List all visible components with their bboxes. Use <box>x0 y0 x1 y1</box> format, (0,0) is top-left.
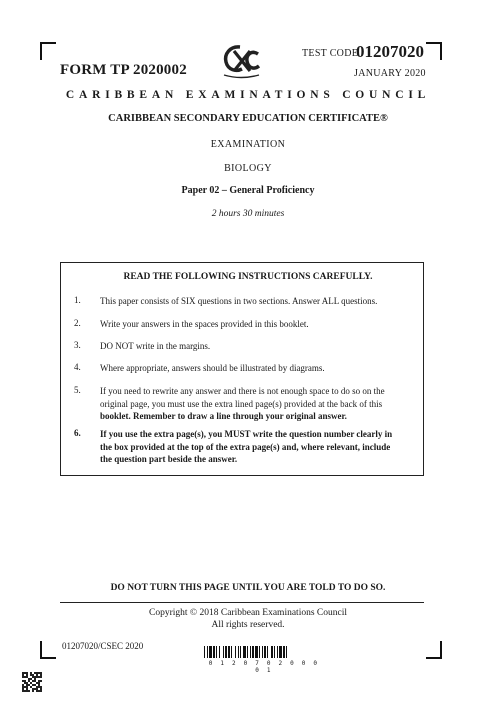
qr-cell <box>34 678 36 680</box>
barcode-bar <box>228 646 230 658</box>
qr-cell <box>24 676 26 678</box>
instruction-item <box>100 318 410 331</box>
qr-cell <box>34 672 36 674</box>
qr-cell <box>30 678 32 680</box>
exam-duration: 2 hours 30 minutes <box>211 209 285 219</box>
instruction-line: If you need to rewrite any answer and there is not enough space to do so on the <box>100 386 385 396</box>
qr-cell <box>26 684 28 686</box>
instruction-line: the box provided at the top of the extra page(s) and, where relevant, include <box>100 441 391 452</box>
qr-cell <box>38 682 40 684</box>
instruction-number: 3. <box>74 340 81 350</box>
barcode-bar <box>240 646 241 658</box>
qr-cell <box>38 672 40 674</box>
barcode-bar <box>223 646 224 658</box>
instruction-line: Where appropriate, answers should be illustrated by diagrams. <box>100 363 325 373</box>
qr-cell <box>34 676 36 678</box>
qr-cell <box>34 684 36 686</box>
qr-cell <box>22 686 24 688</box>
qr-cell <box>24 680 26 682</box>
barcode-bar <box>255 646 258 658</box>
qr-cell <box>24 682 26 684</box>
qr-cell <box>40 680 42 682</box>
instruction-line: Write your answers in the spaces provided in this booklet. <box>100 319 309 329</box>
qr-cell <box>24 672 26 674</box>
qr-cell <box>32 676 34 678</box>
cxc-logo-icon <box>218 42 264 80</box>
barcode-bar <box>235 646 236 658</box>
qr-cell <box>22 680 24 682</box>
corner-mark-top-right <box>426 42 442 60</box>
instruction-item <box>100 428 410 466</box>
rights-notice: All rights reserved. <box>211 620 285 630</box>
qr-code-icon <box>22 672 42 692</box>
barcode-bar <box>250 646 251 658</box>
barcode-bar <box>204 646 205 658</box>
instruction-number: 5. <box>74 385 81 395</box>
barcode-bar <box>277 646 278 658</box>
barcode-bar <box>252 646 254 658</box>
barcode-bar <box>247 646 248 658</box>
barcode-bar <box>207 646 208 658</box>
qr-cell <box>26 686 28 688</box>
instructions-title: READ THE FOLLOWING INSTRUCTIONS CAREFULLY. <box>123 272 373 282</box>
instruction-item <box>100 295 410 308</box>
qr-cell <box>22 676 24 678</box>
qr-cell <box>22 690 24 692</box>
qr-cell <box>36 682 38 684</box>
qr-cell <box>30 674 32 676</box>
barcode-bar <box>209 646 212 658</box>
form-code: FORM TP 2020002 <box>60 62 187 78</box>
barcode-bar <box>267 646 268 658</box>
barcode-bar <box>219 646 220 658</box>
instruction-line: original page, you must use the extra lined page(s) provided at the back of this <box>100 398 383 409</box>
qr-cell <box>30 682 32 684</box>
qr-cell <box>32 674 34 676</box>
qr-cell <box>40 676 42 678</box>
qr-cell <box>32 680 34 682</box>
qr-cell <box>40 674 42 676</box>
certificate-name: CARIBBEAN SECONDARY EDUCATION CERTIFICATE® <box>108 113 388 124</box>
qr-cell <box>28 684 30 686</box>
instruction-number: 4. <box>74 362 81 372</box>
barcode-bar <box>264 646 266 658</box>
subject-title: BIOLOGY <box>224 163 272 174</box>
instruction-item <box>100 385 410 423</box>
qr-cell <box>36 688 38 690</box>
qr-cell <box>40 690 42 692</box>
qr-cell <box>22 672 24 674</box>
qr-cell <box>22 684 24 686</box>
exam-month: JANUARY 2020 <box>354 68 426 79</box>
qr-cell <box>26 682 28 684</box>
qr-cell <box>28 690 30 692</box>
qr-cell <box>36 690 38 692</box>
barcode-bar <box>216 646 217 658</box>
corner-mark-bottom-left <box>40 641 56 659</box>
council-name: CARIBBEAN EXAMINATIONS COUNCIL <box>65 89 431 101</box>
barcode-bar <box>213 646 215 658</box>
qr-cell <box>34 688 36 690</box>
qr-cell <box>40 688 42 690</box>
qr-cell <box>36 674 38 676</box>
qr-cell <box>28 680 30 682</box>
examination-label: EXAMINATION <box>210 139 286 150</box>
qr-cell <box>26 672 28 674</box>
qr-cell <box>22 688 24 690</box>
instruction-item <box>100 362 410 375</box>
qr-cell <box>26 674 28 676</box>
qr-cell <box>40 686 42 688</box>
barcode-bar <box>225 646 227 658</box>
qr-cell <box>40 672 42 674</box>
instruction-number: 6. <box>74 428 81 438</box>
corner-mark-bottom-right <box>426 641 442 659</box>
qr-cell <box>26 688 28 690</box>
qr-cell <box>36 686 38 688</box>
barcode-bar <box>279 646 282 658</box>
instruction-number: 1. <box>74 295 81 305</box>
instruction-line: the question part beside the answer. <box>100 454 238 464</box>
barcode-bar <box>274 646 275 658</box>
instruction-line: If you use the extra page(s), you MUST write the question number clearly in <box>100 429 393 439</box>
test-code-label: TEST CODE <box>302 48 359 59</box>
barcode-bar <box>286 646 287 658</box>
qr-cell <box>32 688 34 690</box>
barcode-bar <box>231 646 232 658</box>
corner-mark-top-left <box>40 42 56 60</box>
barcode-bar <box>243 646 246 658</box>
qr-cell <box>26 690 28 692</box>
qr-cell <box>28 678 30 680</box>
paper-reference: 01207020/CSEC 2020 <box>62 641 144 651</box>
do-not-turn-notice: DO NOT TURN THIS PAGE UNTIL YOU ARE TOLD TO DO SO. <box>110 583 386 593</box>
barcode-bar <box>238 646 239 658</box>
qr-cell <box>38 686 40 688</box>
instruction-line: booklet. Remember to draw a line through your original answer. <box>100 411 347 421</box>
qr-cell <box>30 686 32 688</box>
copyright-notice: Copyright © 2018 Caribbean Examinations Council <box>149 608 347 618</box>
barcode-bar <box>283 646 285 658</box>
qr-cell <box>38 680 40 682</box>
barcode-bar <box>259 646 260 658</box>
qr-cell <box>34 680 36 682</box>
qr-cell <box>36 672 38 674</box>
barcode-bar <box>262 646 263 658</box>
qr-cell <box>26 676 28 678</box>
barcode-bar <box>271 646 273 658</box>
qr-cell <box>24 690 26 692</box>
test-code: 01207020 <box>356 42 424 61</box>
qr-cell <box>38 690 40 692</box>
qr-cell <box>30 672 32 674</box>
instruction-line: DO NOT write in the margins. <box>100 341 211 351</box>
instruction-line: This paper consists of SIX questions in two sections. Answer ALL questions. <box>100 296 378 306</box>
footer-divider <box>60 602 424 603</box>
qr-cell <box>38 676 40 678</box>
instruction-item <box>100 340 410 353</box>
qr-cell <box>24 686 26 688</box>
barcode-number: 0 1 2 0 7 0 2 0 0 0 0 1 <box>208 660 320 674</box>
qr-cell <box>22 674 24 676</box>
paper-title: Paper 02 – General Proficiency <box>181 185 315 196</box>
instruction-number: 2. <box>74 318 81 328</box>
qr-cell <box>32 690 34 692</box>
qr-cell <box>36 676 38 678</box>
qr-cell <box>32 684 34 686</box>
qr-cell <box>38 684 40 686</box>
